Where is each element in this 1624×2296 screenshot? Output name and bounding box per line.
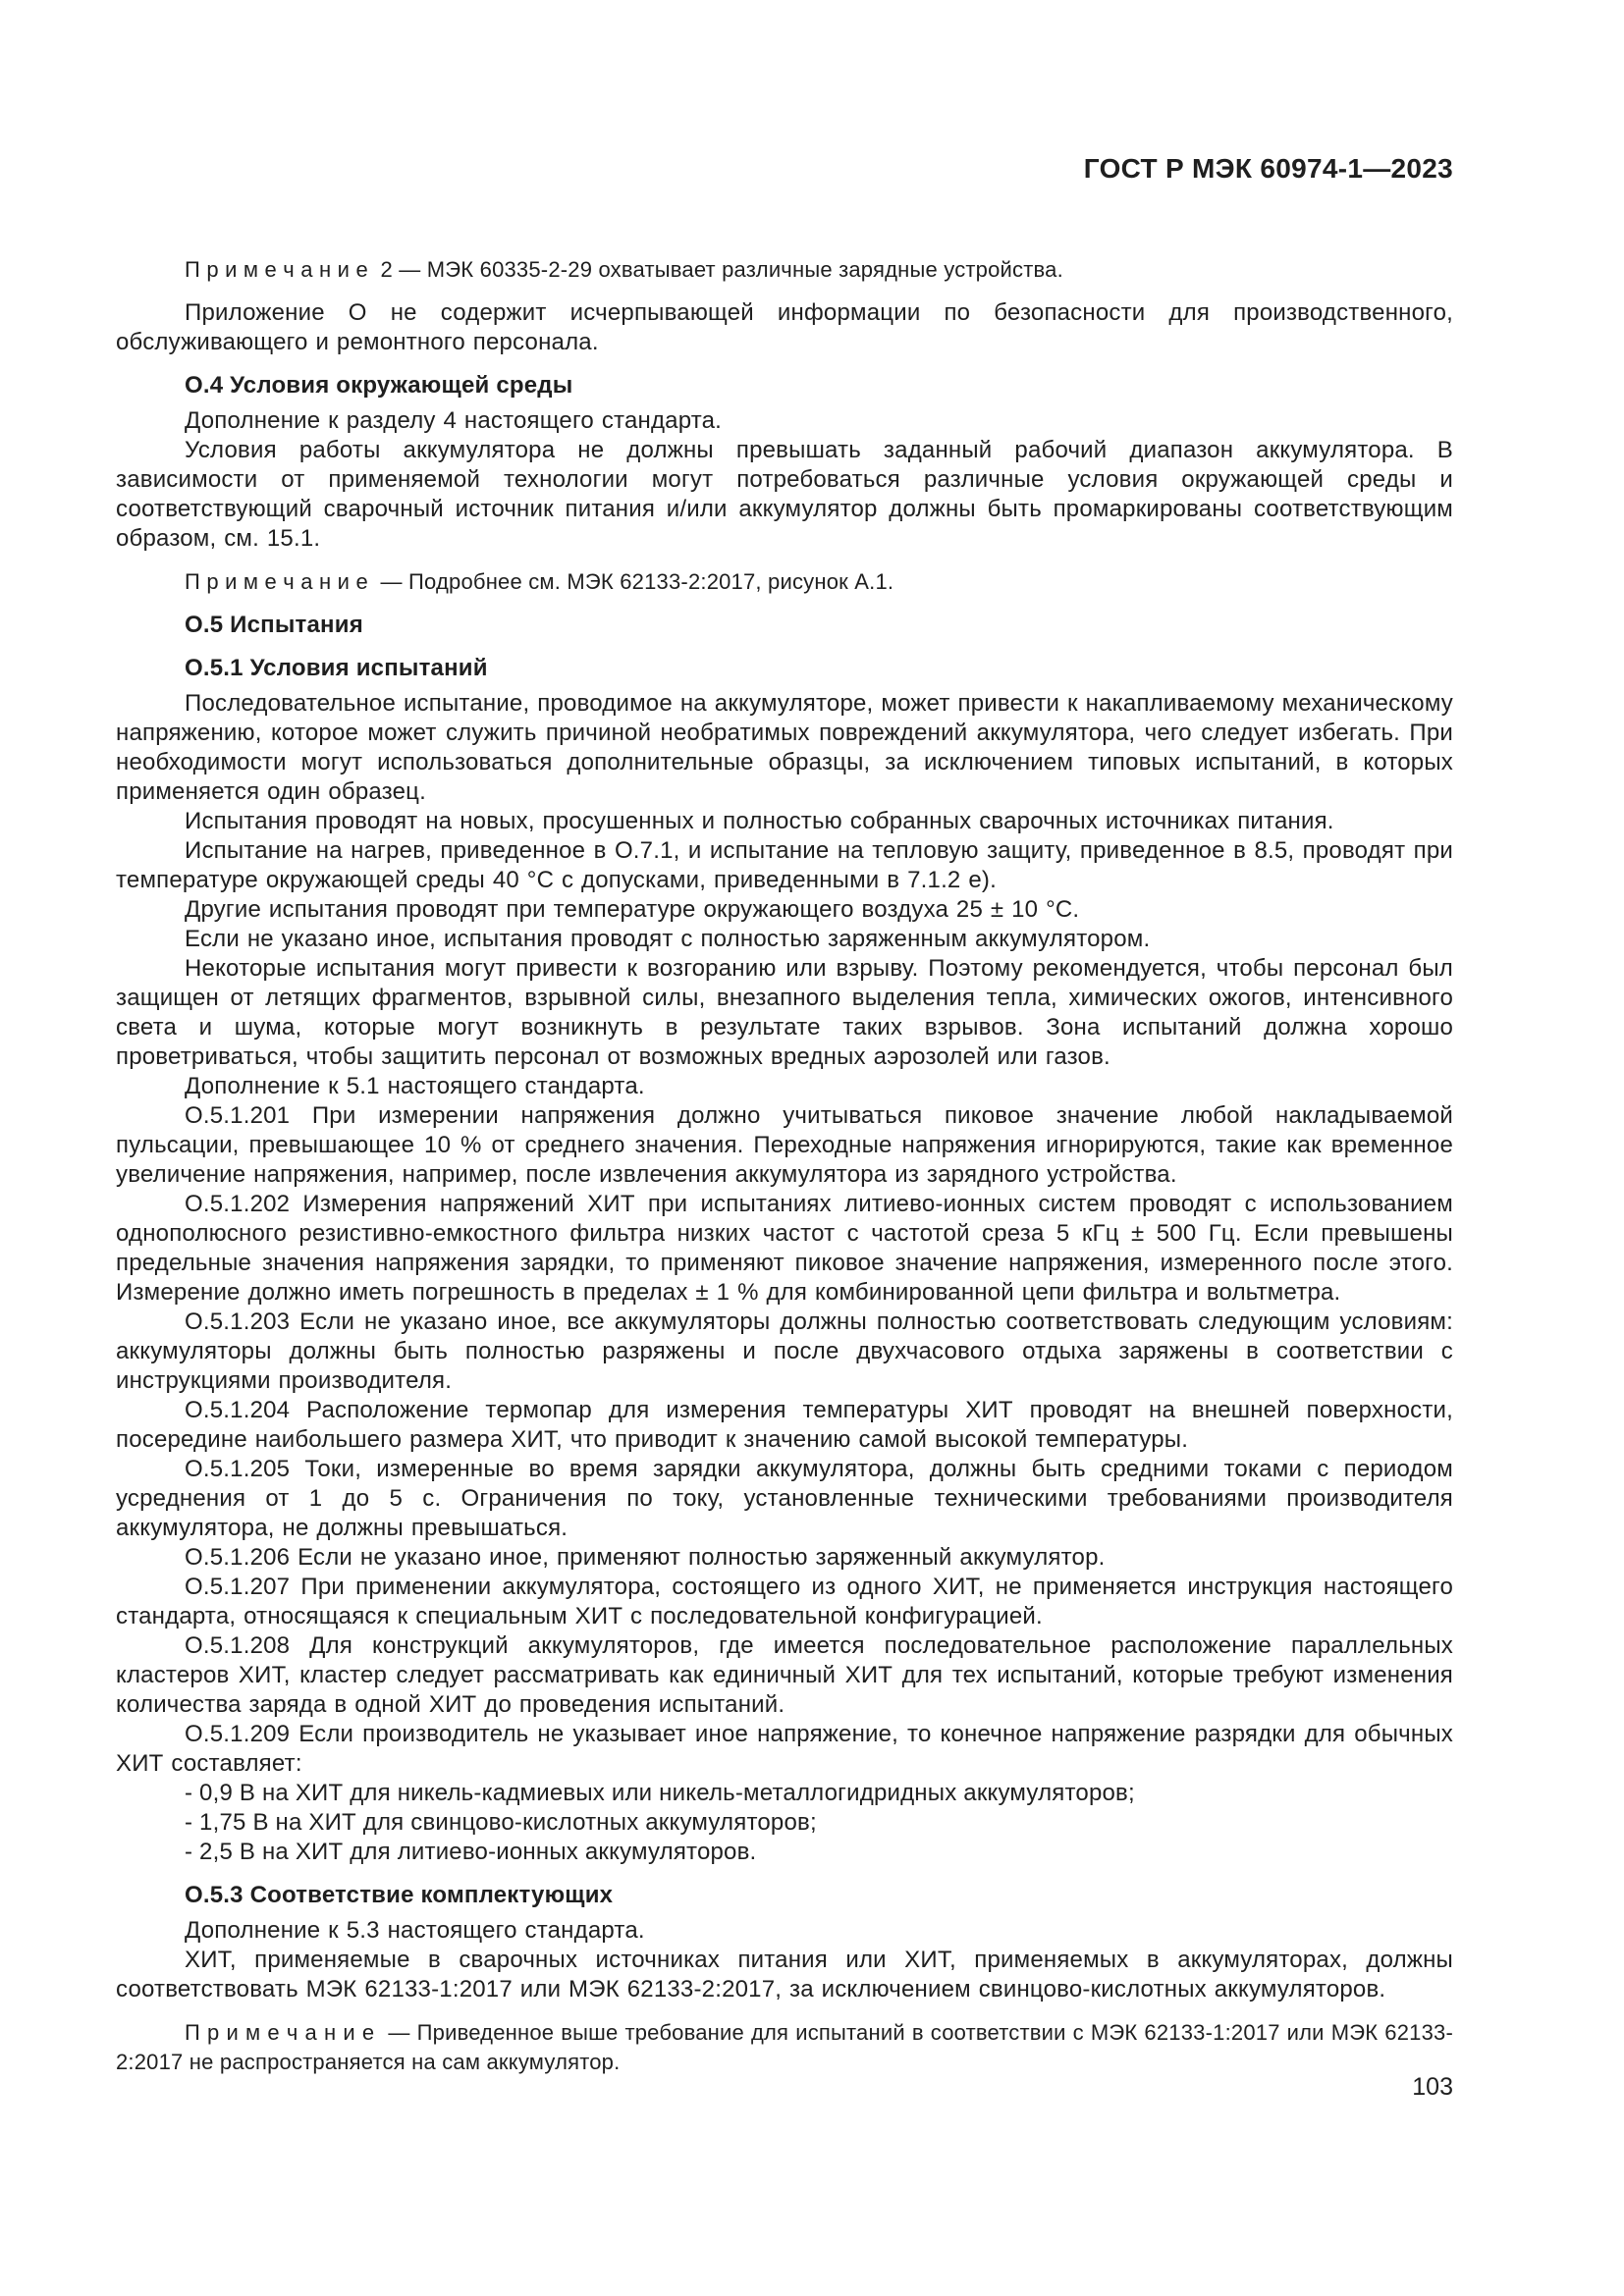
heading-o5: О.5 Испытания: [185, 612, 363, 638]
note: П р и м е ч а н и е — Приведенное выше требование для испытаний в соответствии с МЭК 62133-1:2017 или МЭК 62133-2:2017 не распространяется на сам аккумулятор.: [116, 2020, 1453, 2074]
heading-o53: О.5.3 Соответствие комплектующих: [185, 1882, 614, 1908]
paragraph: Дополнение к 5.3 настоящего стандарта.: [185, 1917, 645, 1944]
note: П р и м е ч а н и е — Подробнее см. МЭК 62133-2:2017, рисунок А.1.: [185, 569, 894, 594]
paragraph-o51202: О.5.1.202 Измерения напряжений ХИТ при испытаниях литиево-ионных систем проводят с использованием однополюсного резистивно-емкостного фильтра низких частот с частотой среза 5 кГц ± 500 Гц. Если превышены предельные значения напряжения зарядки, то применяют пиковое значение напряжения, измеренного после этого. Измерение должно иметь погрешность в пределах ± 1 % для комбинированной цепи фильтра и вольтметра.: [116, 1191, 1453, 1306]
paragraph: Последовательное испытание, проводимое на аккумуляторе, может привести к накапливаемому механическому напряжению, которое может служить причиной необратимых повреждений аккумулятора, чего следует избегать. При необходимости могут использоваться дополнительные образцы, за исключением типовых испытаний, в которых применяется один образец.: [116, 690, 1453, 805]
list-item: - 2,5 В на ХИТ для литиево-ионных аккумуляторов.: [185, 1839, 757, 1865]
paragraph: Некоторые испытания могут привести к возгоранию или взрыву. Поэтому рекомендуется, чтобы персонал был защищен от летящих фрагментов, взрывной силы, внезапного выделения тепла, химических ожогов, интенсивного света и шума, которые могут возникнуть в результате таких взрывов. Зона испытаний должна хорошо проветриваться, чтобы защитить персонал от возможных вредных аэрозолей или газов.: [116, 955, 1453, 1070]
list-item: - 0,9 В на ХИТ для никель-кадмиевых или никель-металлогидридных аккумуляторов;: [185, 1780, 1135, 1806]
paragraph-o51206: О.5.1.206 Если не указано иное, применяют полностью заряженный аккумулятор.: [185, 1544, 1106, 1571]
note-2: П р и м е ч а н и е 2 — МЭК 60335-2-29 охватывает различные зарядные устройства.: [185, 257, 1063, 282]
paragraph: Дополнение к 5.1 настоящего стандарта.: [185, 1073, 645, 1099]
paragraph: Условия работы аккумулятора не должны превышать заданный рабочий диапазон аккумулятора. В зависимости от применяемой технологии могут потребоваться различные условия окружающей среды и соответствующий сварочный источник питания и/или аккумулятор должны быть промаркированы соответствующим образом, см. 15.1.: [116, 437, 1453, 552]
paragraph: Другие испытания проводят при температуре окружающего воздуха 25 ± 10 °С.: [185, 896, 1080, 923]
document-content: [116, 241, 1453, 2091]
paragraph: Приложение О не содержит исчерпывающей информации по безопасности для производственного, обслуживающего и ремонтного персонала.: [116, 299, 1453, 355]
running-header: ГОСТ Р МЭК 60974-1—2023: [1083, 153, 1453, 184]
paragraph: ХИТ, применяемые в сварочных источниках питания или ХИТ, применяемых в аккумуляторах, должны соответствовать МЭК 62133-1:2017 или МЭК 62133-2:2017, за исключением свинцово-кислотных аккумуляторов.: [116, 1947, 1453, 2002]
paragraph-o51205: О.5.1.205 Токи, измеренные во время зарядки аккумулятора, должны быть средними токами с периодом усреднения от 1 до 5 с. Ограничения по току, установленные техническими требованиями производителя аккумулятора, не должны превышаться.: [116, 1456, 1453, 1541]
paragraph: Дополнение к разделу 4 настоящего стандарта.: [185, 407, 723, 434]
paragraph-o51209: О.5.1.209 Если производитель не указывает иное напряжение, то конечное напряжение разрядки для обычных ХИТ составляет:: [116, 1721, 1453, 1777]
paragraph: Испытания проводят на новых, просушенных и полностью собранных сварочных источниках питания.: [185, 808, 1334, 834]
heading-o51: О.5.1 Условия испытаний: [185, 655, 488, 681]
heading-o4: О.4 Условия окружающей среды: [185, 372, 573, 399]
page-number: 103: [1412, 2073, 1453, 2101]
paragraph: Испытание на нагрев, приведенное в О.7.1, и испытание на тепловую защиту, приведенное в 8.5, проводят при температуре окружающей среды 40 °С с допусками, приведенными в 7.1.2 е).: [116, 837, 1453, 893]
list-item: - 1,75 В на ХИТ для свинцово-кислотных аккумуляторов;: [185, 1809, 817, 1836]
paragraph-o51204: О.5.1.204 Расположение термопар для измерения температуры ХИТ проводят на внешней поверхности, посередине наибольшего размера ХИТ, что приводит к значению самой высокой температуры.: [116, 1397, 1453, 1453]
paragraph-o51208: О.5.1.208 Для конструкций аккумуляторов, где имеется последовательное расположение параллельных кластеров ХИТ, кластер следует рассматривать как единичный ХИТ для тех испытаний, которые требуют изменения количества заряда в одной ХИТ до проведения испытаний.: [116, 1632, 1453, 1718]
paragraph-o51207: О.5.1.207 При применении аккумулятора, состоящего из одного ХИТ, не применяется инструкция настоящего стандарта, относящаяся к специальным ХИТ с последовательной конфигурацией.: [116, 1574, 1453, 1629]
paragraph-o51201: О.5.1.201 При измерении напряжения должно учитываться пиковое значение любой накладываемой пульсации, превышающее 10 % от среднего значения. Переходные напряжения игнорируются, такие как временное увеличение напряжения, например, после извлечения аккумулятора из зарядного устройства.: [116, 1102, 1453, 1188]
paragraph: Если не указано иное, испытания проводят с полностью заряженным аккумулятором.: [185, 926, 1151, 952]
paragraph-o51203: О.5.1.203 Если не указано иное, все аккумуляторы должны полностью соответствовать следующим условиям: аккумуляторы должны быть полностью разряжены и после двухчасового отдыха заряжены в соответствии с инструкциями производителя.: [116, 1308, 1453, 1394]
